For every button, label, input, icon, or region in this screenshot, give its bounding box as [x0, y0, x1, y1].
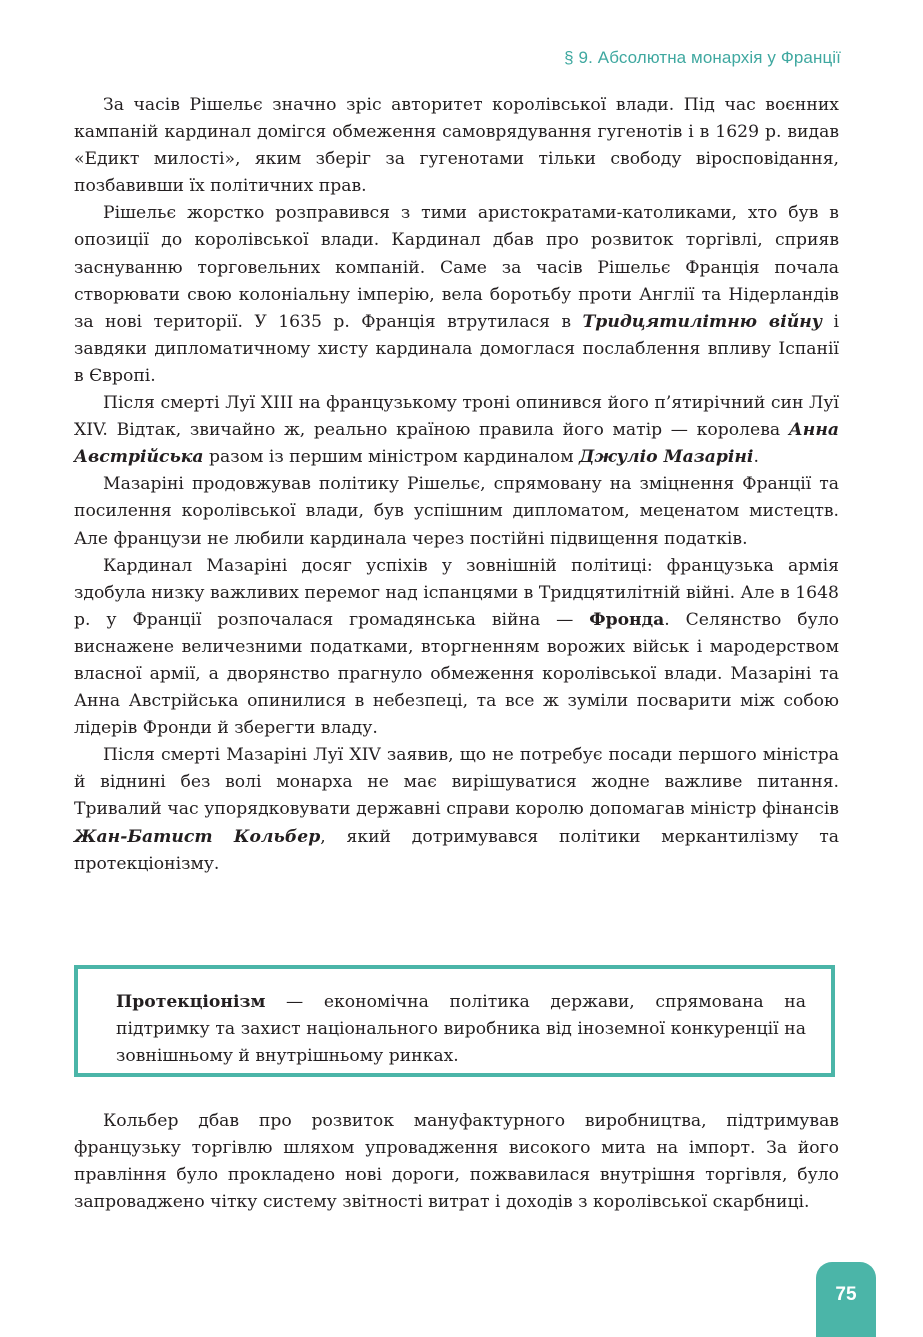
paragraph-text: Рішельє жорстко розправився з тими аристократами-католиками, хто був в опозиції до королівської влади. Кардинал дбав про розвиток торгівлі, сприяв заснуванню торговельних компаній. Саме за часів Рішельє Франція почала створювати свою колоніальну імперію, вела боротьбу проти Англії та Нідерландів за нові території. У 1635 р. Франція втрутилася в	[74, 203, 839, 332]
paragraph-richelieu-policy	[74, 200, 839, 390]
main-text-continued	[74, 1108, 839, 1216]
paragraph-richelieu-authority: За часів Рішельє значно зріс авторитет королівської влади. Під час воєнних кампаній кардинал домігся обмеження самоврядування гугенотів і в 1629 р. видав «Едикт милості», яким зберіг за гугенотами тільки свободу віросповідання, позбавивши їх політичних прав.	[74, 95, 839, 197]
paragraph-colbert-intro	[74, 742, 839, 877]
paragraph-louis-xiv-regency	[74, 390, 839, 471]
name-anne-of-austria: Анна Австрійська	[74, 420, 839, 468]
paragraph-text: разом із першим міністром кардиналом	[203, 447, 580, 468]
paragraph-colbert-economy: Кольбер дбав про розвиток мануфактурного виробництва, підтримував французьку торгівлю шляхом упровадження високого мита на імпорт. За його правління було прокладено нові дороги, пожвавилася внутрішня торгівля, було запроваджено чітку систему звітності витрат і доходів з королівської скарбниці.	[74, 1111, 839, 1213]
term-fronde: Фронда	[589, 609, 665, 630]
paragraph-mazarin-policy: Мазаріні продовжував політику Рішельє, спрямовану на зміцнення Франції та посилення королівської влади, був успішним дипломатом, меценатом мистецтв. Але французи не любили кардинала через постійні підвищення податків.	[74, 474, 839, 549]
paragraph-fronde	[74, 553, 839, 743]
definition-term: Протекціонізм	[116, 992, 266, 1012]
paragraph-text: . Селянство було виснажене величезними податками, вторгненням ворожих військ і мародерством власної армії, а дворянство прагнуло обмеження королівської влади. Мазаріні та Анна Австрійська опинилися в небезпеці, та все ж зуміли посварити між собою лідерів Фронди й зберегти владу.	[74, 609, 839, 739]
paragraph-text: Після смерті Луї XIII на французькому троні опинився його п’ятирічний син Луї XIV. Відтак, звичайно ж, реально країною правила його матір — королева	[74, 393, 839, 441]
paragraph-text: Кардинал Мазаріні досяг успіхів у зовнішній політиці: французька армія здобула низку важливих перемог над іспанцями в Тридцятилітній війні. Але в 1648 р. у Франції розпочалася громадянська війна —	[74, 555, 839, 630]
definition-body: — економічна політика держави, спрямована на підтримку та захист національного виробника від іноземної конкуренції на зовнішньому й внутрішньому ринках.	[116, 992, 806, 1067]
definition-protectionism	[116, 989, 806, 1070]
definition-box	[74, 965, 835, 1077]
name-mazarin: Джуліо Мазаріні	[579, 447, 754, 468]
paragraph-text: .	[753, 447, 759, 468]
page-number-tab	[816, 1262, 876, 1337]
paragraph-text: і завдяки дипломатичному хисту кардинала домоглася послаблення впливу Іспанії в Європі.	[74, 311, 839, 386]
name-colbert: Жан-Батист Кольбер	[74, 826, 321, 847]
running-header: § 9. Абсолютна монархія у Франції	[564, 48, 841, 67]
paragraph-text: Після смерті Мазаріні Луї XIV заявив, що не потребує посади першого міністра й віднині без волі монарха не має вирішуватися жодне важливе питання. Тривалий час упорядковувати державні справи королю допомагав міністр фінансів	[74, 745, 839, 820]
main-text	[74, 92, 839, 878]
page-number: 75	[835, 1284, 857, 1305]
term-thirty-years-war: Тридцятилітню війну	[582, 311, 823, 332]
paragraph-text: , який дотримувався політики меркантилізму та протекціонізму.	[74, 826, 839, 874]
